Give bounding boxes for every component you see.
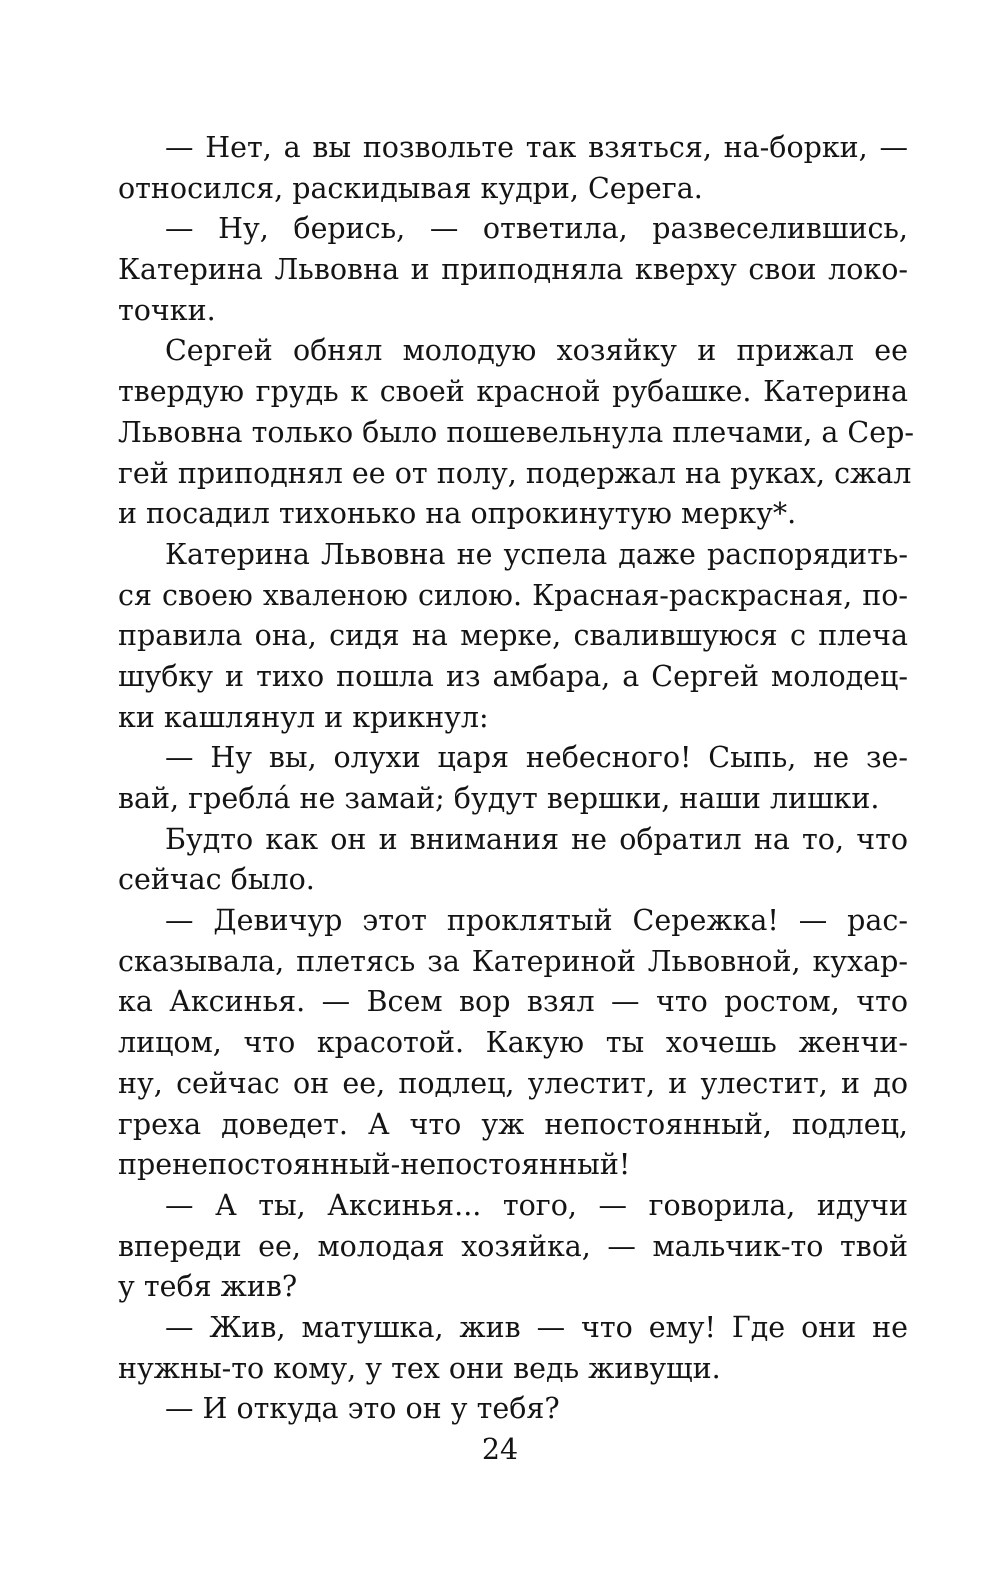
paragraph [118,331,914,534]
text-line: ну, сейчас он ее, подлец, улестит, и улестит, и до [118,1066,908,1100]
text-line: — Ну вы, олухи царя небесного! Сыпь, не зе- [165,741,908,775]
paragraph [118,209,908,331]
text-line: Катерина Львовна не успела даже распорядить- [165,537,908,571]
text-line: у тебя жив? [118,1270,298,1304]
text-line: нужны-то кому, у тех они ведь живущи. [118,1351,721,1385]
text-line: шубку и тихо пошла из амбара, а Сергей молодец- [118,659,908,693]
text-line: лицом, что красотой. Какую ты хочешь женчи- [118,1026,908,1060]
text-line: — Нет, а вы позвольте так взяться, на-борки, — [165,131,908,164]
text-line: гей приподнял ее от полу, подержал на руках, сжал [118,456,912,490]
text-line: ся своею хваленою силою. Красная-раскрасная, по- [118,578,908,612]
text-line: ка Аксинья. — Всем вор взял — что ростом, что [118,985,908,1019]
text-line: — Жив, матушка, жив — что ему! Где они не [165,1310,908,1344]
text-line: — Ну, берись, — ответила, развеселившись, [165,212,908,246]
text-line: — Девичур этот проклятый Сережка! — рас- [165,904,908,938]
paragraph [118,901,908,1186]
page-number: 24 [481,1433,519,1466]
paragraph [118,1389,908,1430]
text-line: правила она, сидя на мерке, свалившуюся с плеча [118,619,908,653]
text-line: и посадил тихонько на опрокинутую мерку*. [118,497,797,531]
text-line: пренепостоянный-непостоянный! [118,1148,631,1182]
text-line: сейчас было. [118,863,315,897]
text-line: — А ты, Аксинья... того, — говорила, идучи [165,1188,908,1222]
text-line: впереди ее, молодая хозяйка, — мальчик-то твой [118,1229,908,1263]
text-line: греха доведет. А что уж непостоянный, подлец, [118,1107,908,1141]
paragraph [118,1308,908,1389]
text-line: твердую грудь к своей красной рубашке. Катерина [118,375,908,409]
paragraph [118,535,908,738]
text-line: относился, раскидывая кудри, Серега. [118,171,703,205]
text-line: сказывала, плетясь за Катериной Львовной, кухар- [118,944,908,978]
text-line: ки кашлянул и крикнул: [118,700,489,734]
text-line: вай, гребла́ не замай; будут вершки, наши лишки. [118,782,880,815]
paragraph [118,820,908,901]
text-line: — И откуда это он у тебя? [165,1392,560,1426]
paragraph [118,128,908,209]
paragraph [118,1186,908,1308]
page-body [118,128,914,1430]
text-line: Сергей обнял молодую хозяйку и прижал ее [165,334,908,368]
paragraph [118,738,908,819]
text-line: Катерина Львовна и приподняла кверху свои локо- [118,253,908,287]
text-line: Будто как он и внимания не обратил на то, что [165,822,908,856]
text-line: точки. [118,293,216,327]
text-line: Львовна только было пошевельнула плечами, а Сер- [118,415,914,449]
